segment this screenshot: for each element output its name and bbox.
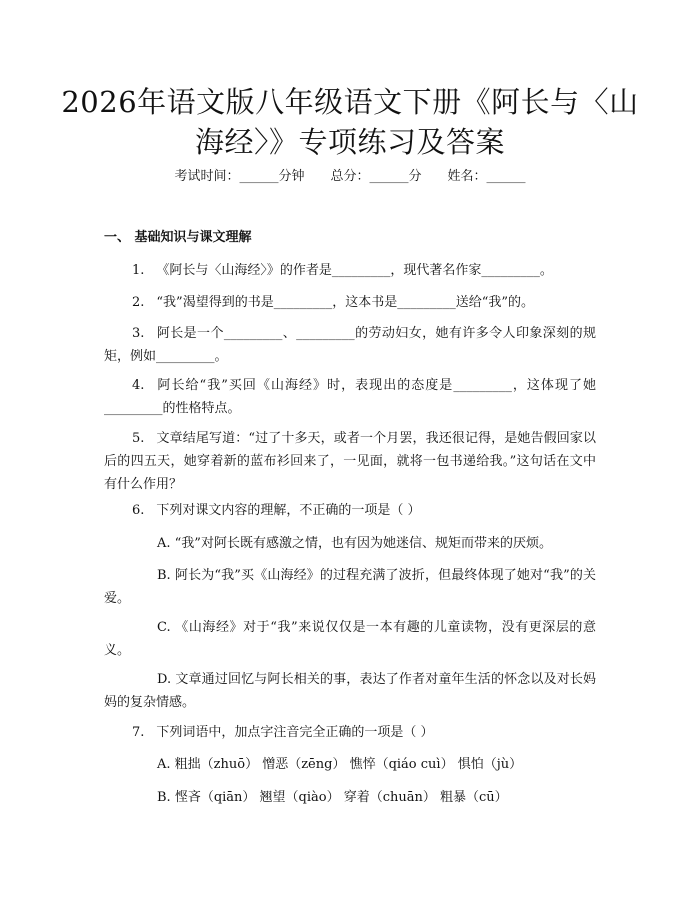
- question-text: 下列词语中，加点字注音完全正确的一项是（ ）: [156, 725, 434, 740]
- question-text: 《阿长与〈山海经〉》的作者是_________，现代著名作家_________。: [156, 263, 553, 278]
- q6-option-a: A. “我”对阿长既有感激之情，也有因为她迷信、规矩而带来的厌烦。: [157, 536, 552, 551]
- question-number: 1.: [132, 263, 145, 278]
- question-3: [104, 322, 596, 368]
- question-text: 文章结尾写道：“过了十多天，或者一个月罢，我还很记得，是她告假回家以后的四五天，她穿着新的蓝布衫回来了，一见面，就将一包书递给我。”这句话在文中有什么作用？: [104, 431, 596, 492]
- question-number: 6.: [132, 503, 145, 518]
- q6-option-d: D. 文章通过回忆与阿长相关的事，表达了作者对童年生活的怀念以及对长妈妈的复杂情感。: [104, 672, 596, 710]
- question-number: 2.: [132, 295, 145, 310]
- question-1: [104, 259, 596, 282]
- question-5: [104, 427, 596, 496]
- question-number: 3.: [132, 326, 145, 341]
- question-6: [104, 499, 596, 522]
- question-7: [104, 721, 596, 744]
- question-2: [104, 291, 596, 314]
- question-text: “我”渴望得到的书是_________，这本书是_________送给“我”的。: [156, 295, 534, 310]
- q7-option-a: A. 粗拙（zhuō） 憎恶（zēng） 憔悴（qiáo cuì） 惧怕（jù）: [157, 757, 523, 772]
- exam-score-field: 总分：______分: [330, 169, 422, 184]
- question-text: 下列对课文内容的理解，不正确的一项是（ ）: [156, 503, 421, 518]
- q6-option-b: B. 阿长为“我”买《山海经》的过程充满了波折，但最终体现了她对“我”的关爱。: [104, 568, 596, 606]
- exam-time-field: 考试时间：______分钟: [174, 169, 305, 184]
- q6-option-c: C. 《山海经》对于“我”来说仅仅是一本有趣的儿童读物，没有更深层的意义。: [104, 620, 596, 658]
- question-number: 5.: [132, 431, 145, 446]
- question-text: 阿长给“我”买回《山海经》时，表现出的态度是_________，这体现了她_________的性格特点。: [104, 378, 596, 416]
- question-4: [104, 374, 596, 420]
- document-title: 2026年语文版八年级语文下册《阿长与〈山海经〉》专项练习及答案: [61, 85, 639, 159]
- exam-info-line: [0, 168, 700, 186]
- section-heading: 一、 基础知识与课文理解: [104, 230, 252, 245]
- question-number: 7.: [132, 725, 145, 740]
- q7-option-b: B. 悭吝（qiān） 翘望（qiào） 穿着（chuān） 粗暴（cū）: [157, 790, 508, 805]
- question-number: 4.: [132, 378, 145, 393]
- student-name-field: 姓名：______: [447, 169, 526, 184]
- question-text: 阿长是一个_________、_________的劳动妇女，她有许多令人印象深刻的规矩，例如_________。: [104, 326, 596, 364]
